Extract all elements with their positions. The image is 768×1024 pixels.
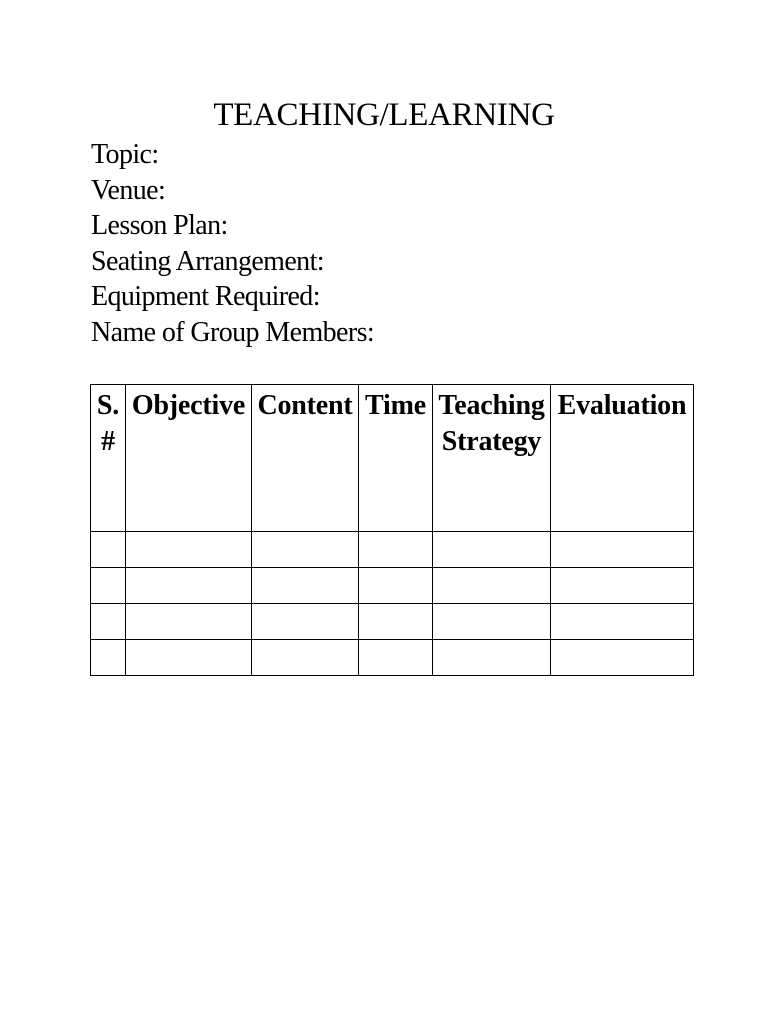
table-cell[interactable] — [252, 532, 359, 568]
table-cell[interactable] — [91, 532, 126, 568]
field-list — [91, 137, 691, 351]
table-body — [91, 532, 694, 676]
table-cell[interactable] — [126, 604, 252, 640]
lesson-plan-table — [90, 384, 694, 676]
table-cell[interactable] — [359, 640, 433, 676]
header-objective: Objective — [126, 385, 252, 532]
header-evaluation: Evaluation — [551, 385, 694, 532]
table-row — [91, 640, 694, 676]
table-cell[interactable] — [551, 568, 694, 604]
field-venue: Venue: — [91, 174, 166, 206]
header-serial-number: S.# — [91, 385, 126, 532]
header-time: Time — [359, 385, 433, 532]
table-row — [91, 532, 694, 568]
table-cell[interactable] — [91, 568, 126, 604]
table-cell[interactable] — [359, 532, 433, 568]
table-cell[interactable] — [551, 640, 694, 676]
table-row — [91, 604, 694, 640]
table-cell[interactable] — [126, 568, 252, 604]
header-content: Content — [252, 385, 359, 532]
table-cell[interactable] — [252, 640, 359, 676]
table-header-row — [91, 385, 694, 532]
table-cell[interactable] — [433, 532, 551, 568]
table-row — [91, 568, 694, 604]
field-group-members: Name of Group Members: — [91, 316, 375, 348]
table-cell[interactable] — [359, 604, 433, 640]
table-cell[interactable] — [126, 640, 252, 676]
table-cell[interactable] — [126, 532, 252, 568]
table-cell[interactable] — [433, 568, 551, 604]
field-lesson-plan: Lesson Plan: — [91, 210, 228, 242]
document-title: TEACHING/LEARNING — [213, 97, 555, 133]
table-cell[interactable] — [551, 604, 694, 640]
table-cell[interactable] — [433, 604, 551, 640]
field-seating-arrangement: Seating Arrangement: — [91, 245, 324, 277]
field-equipment-required: Equipment Required: — [91, 281, 320, 313]
table-cell[interactable] — [91, 640, 126, 676]
field-topic: Topic: — [91, 139, 159, 170]
table-cell[interactable] — [433, 640, 551, 676]
header-teaching-strategy: Teaching Strategy — [433, 385, 551, 532]
table-cell[interactable] — [252, 568, 359, 604]
table-cell[interactable] — [91, 604, 126, 640]
table-cell[interactable] — [359, 568, 433, 604]
table-cell[interactable] — [252, 604, 359, 640]
table-cell[interactable] — [551, 532, 694, 568]
